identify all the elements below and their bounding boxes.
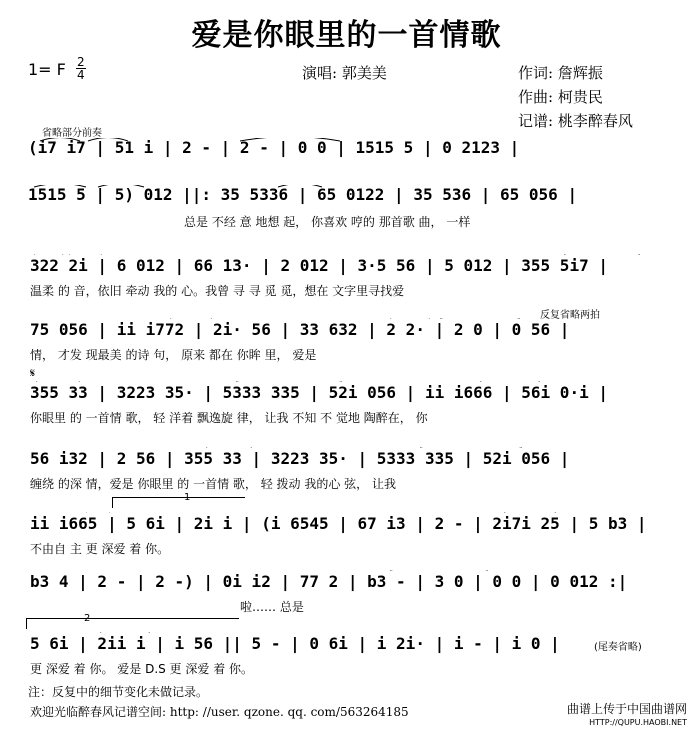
lyrics-row: 不由自 主 更 深爱 着 你。 [30,542,170,556]
score-line-2 [0,185,693,229]
song-title: 爱是你眼里的一首情歌 [191,18,502,53]
footnote: 注：反复中的细节变化未做记录。 [28,685,209,699]
meter-top: 2 [77,55,85,69]
score-line-9 [0,632,693,676]
lyrics-row: 总是 不经 意 地想 起， 你喜欢 哼的 那首歌 曲， 一样 [184,215,471,229]
intro-omitted-note: 省略部分前奏 [42,128,102,139]
volta-bracket-1 [112,497,245,508]
notation-row: 355 33 | 3223 35· | 5333 335 | 52i 056 | ii i666 | 56i 0·i | [30,383,608,402]
repeat-omitted-note: 反复省略两拍 [540,310,600,321]
score-line-7 [0,512,693,556]
composer-credit: 作曲: 柯贵民 [518,88,603,106]
score-line-4 [0,318,693,362]
watermark [567,703,687,729]
notation-row: b3 4 | 2 - | 2 -) | 0i i2 | 77 2 | b3 - | 3 0 | 0 0 | 0 012 :| [30,572,628,591]
singer-credit: 演唱: 郭美美 [302,64,387,82]
lyrics-row: 啦…… 总是 [240,600,304,614]
meter-bottom: 4 [77,68,85,82]
lyrics-row: 更 深爱 着 你。 爱是 D.S 更 深爱 着 你。 [30,662,254,676]
lyrics-row: 缠绕 的深 情，爱是 你眼里 的 一首情 歌， 轻 拨动 我的心 弦， 让我 [30,477,396,491]
lyrics-row: 你眼里 的 一首情 歌， 轻 洋着 飘逸旋 律， 让我 不知 不 觉地 陶醉在， 你 [30,411,428,425]
notation-row: 5 6i | 2ii i | i 56 || 5 - | 0 6i | i 2i· | i - | i 0 | [30,634,560,653]
lyricist-credit: 作词: 詹辉振 [518,64,603,82]
key-signature: 1= F [28,60,66,79]
score-line-3 [0,254,693,298]
score-line-5 [0,381,693,425]
transcriber-credit: 记谱: 桃李醉春风 [518,112,633,130]
score-line-8 [0,570,693,614]
notation-row: 1515 5 | 5) 012 ||: 35 5336 | 65 0122 | 35 536 | 65 056 | [28,185,578,204]
score-line-1 [0,138,693,178]
notation-row: 75 056 | ii i772 | 2i· 56 | 33 632 | 2 2· | 2 0 | 0 56 | [30,320,570,339]
notation-row: 56 i32 | 2 56 | 355 33 | 3223 35· | 5333 335 | 52i 056 | [30,449,570,468]
volta-2-label: 2 [84,613,91,624]
lyrics-row: 情， 才发 现最美 的诗 句， 原来 都在 你眸 里， 爱是 [30,348,317,362]
watermark-line-2: HTTP://QUPU.HAOBI.NET [589,718,687,727]
score-line-6 [0,447,693,491]
notation-row: ii i665 | 5 6i | 2i i | (i 6545 | 67 i3 | 2 - | 2i7i 25 | 5 b3 | [30,514,647,533]
volta-1-label: 1 [184,492,191,503]
website-note: 欢迎光临醉春风记谱空间: http: //user. qzone. qq. com/563264185 [30,705,409,719]
notation-row: 322 2i | 6 012 | 66 13· | 2 012 | 3·5 56 | 5 012 | 355 5i7 | [30,256,608,275]
outro-omitted-note: (尾奏省略) [594,642,642,653]
notation-row: (i7 i7 | 51 i | 2 - | 2 - | 0 0 | 1515 5 | 0 2123 | [28,138,520,157]
time-signature [76,56,86,81]
segno-sign: 𝄋 [30,366,36,380]
volta-bracket-2 [26,618,239,629]
lyrics-row: 温柔 的 音，依旧 牵动 我的 心。我曾 寻 寻 觅 觅，想在 文字里寻找爱 [30,284,405,298]
watermark-line-1: 曲谱上传于中国曲谱网 [566,702,687,716]
